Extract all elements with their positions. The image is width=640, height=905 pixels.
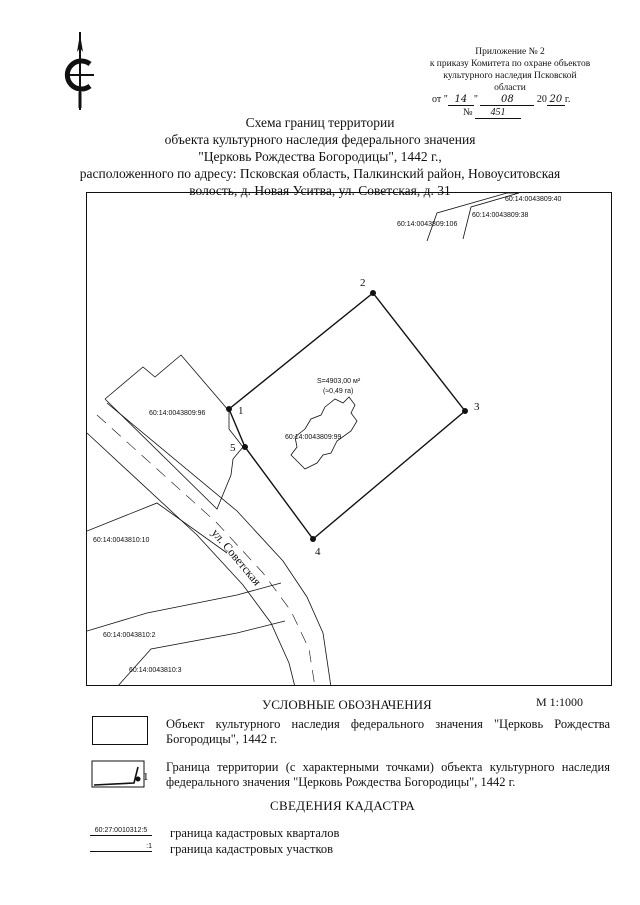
- parcel-label-106: 60:14:0043809:106: [397, 221, 458, 228]
- point-label-4: 4: [315, 546, 321, 558]
- cadastre-parcel-text: граница кадастровых участков: [170, 842, 334, 856]
- map-scale: М 1:1000: [536, 695, 584, 709]
- parcel-boundary-2: [87, 583, 281, 631]
- legend-object-text: Объект культурного наследия федерального значения "Церковь Рождества Богородицы", 1442 г.: [166, 717, 610, 746]
- point-5: [242, 444, 248, 450]
- date-year-prefix: 20: [536, 94, 547, 105]
- date-quote: ": [473, 94, 478, 105]
- area-label-ha: (≈0,49 га): [323, 388, 354, 395]
- point-label-5: 5: [230, 442, 236, 454]
- title-line-3: "Церковь Рождества Богородицы", 1442 г.,: [198, 149, 442, 164]
- legend-title: УСЛОВНЫЕ ОБОЗНАЧЕНИЯ: [262, 697, 432, 712]
- cadastre-quarter-symbol: 60:27:0010312:5: [90, 827, 152, 836]
- cadastre-quarter-text: граница кадастровых кварталов: [170, 826, 340, 840]
- parcel-label-2: 60:14:0043810:2: [103, 632, 156, 639]
- parcel-label-38: 60:14:0043809:38: [472, 212, 529, 219]
- parcel-boundary-3: [117, 621, 285, 686]
- date-prefix: от ": [432, 94, 448, 105]
- cadastre-parcel-symbol: :1: [90, 843, 152, 852]
- street-edge-lower: [87, 433, 295, 686]
- territory-boundary: [229, 293, 465, 539]
- title-line-4: расположенного по адресу: Псковская область, Палкинский район, Новоуситовская: [79, 166, 561, 181]
- number-value: 451: [475, 107, 521, 119]
- north-arrow-icon: [52, 30, 108, 112]
- title-line-2: объекта культурного наследия федерального значения: [164, 132, 476, 147]
- point-1: [226, 406, 232, 412]
- appendix-line-4: области: [494, 83, 526, 93]
- point-label-2: 2: [360, 277, 366, 289]
- title-line-5: волость, д. Новая Уситва, ул. Советская, д. 31: [189, 183, 451, 198]
- parcel-label-10: 60:14:0043810:10: [93, 537, 150, 544]
- appendix-line-1: Приложение № 2: [475, 47, 545, 57]
- point-4: [310, 536, 316, 542]
- map-frame: [86, 192, 612, 686]
- area-label: S=4903,00 м²: [317, 378, 361, 385]
- parcel-label-96: 60:14:0043809:96: [149, 410, 206, 417]
- parcel-label-40: 60:14:0043809:40: [505, 196, 562, 203]
- appendix-line-2: к приказу Комитета по охране объектов: [429, 59, 591, 69]
- legend-point-label: 1: [143, 771, 149, 783]
- street-label: ул. Советская: [208, 525, 265, 589]
- point-label-1: 1: [238, 405, 244, 417]
- appendix-line-3: культурного наследия Псковской: [443, 71, 577, 81]
- parcel-boundary-96: [105, 355, 243, 509]
- street-centerline: [97, 415, 315, 686]
- date-day: 14: [448, 94, 474, 106]
- date-month: 08: [480, 94, 534, 106]
- church-outline: [291, 397, 357, 469]
- appendix-header: [405, 46, 615, 94]
- point-2: [370, 290, 376, 296]
- parcel-label-3: 60:14:0043810:3: [129, 667, 182, 674]
- order-date: [432, 94, 570, 106]
- parcel-label-99: 60:14:0043809:99: [285, 434, 342, 441]
- number-prefix: №: [463, 107, 473, 118]
- point-3: [462, 408, 468, 414]
- cadastre-title: СВЕДЕНИЯ КАДАСТРА: [270, 798, 416, 813]
- date-year: 20: [547, 94, 565, 106]
- cadastral-map: [87, 193, 612, 686]
- document-title: [70, 114, 570, 199]
- legend-boundary-symbol: [90, 757, 152, 790]
- parcel-boundary-10: [87, 503, 227, 553]
- title-line-1: Схема границ территории: [245, 115, 395, 130]
- legend-object-symbol: [92, 716, 148, 745]
- legend-boundary-text: Граница территории (с характерными точками) объекта культурного наследия федерального значения "Церковь Рождества Богородицы", 1442 г.: [166, 760, 610, 789]
- date-suffix: г.: [564, 94, 571, 105]
- point-label-3: 3: [474, 401, 480, 413]
